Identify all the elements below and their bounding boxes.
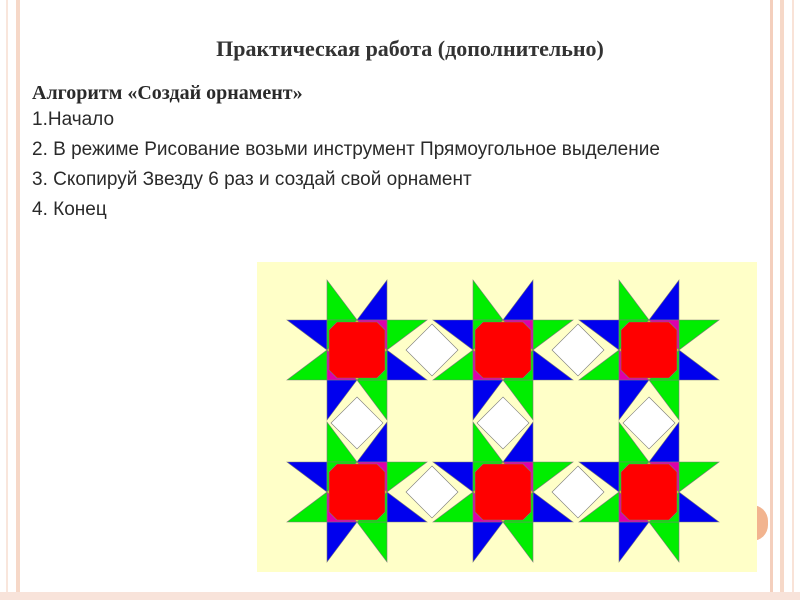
step-3: 3. Скопируй Звезду 6 раз и создай свой орнамент xyxy=(32,169,472,190)
right-border-line xyxy=(770,0,773,600)
star-3-red-center xyxy=(621,322,677,378)
left-border-line xyxy=(16,0,20,600)
star-5-red-center xyxy=(475,464,531,520)
star-6-red-center xyxy=(621,464,677,520)
star-ornament xyxy=(257,262,757,580)
algorithm-heading: Алгоритм «Создай орнамент» xyxy=(32,82,303,104)
star-4-red-center xyxy=(329,464,385,520)
bottom-border xyxy=(0,592,800,600)
right-border-line-wide xyxy=(780,0,784,600)
right-border-line-thin xyxy=(792,0,794,600)
algorithm-block xyxy=(32,82,752,227)
slide-title: Практическая работа (дополнительно) xyxy=(216,36,604,61)
left-border-line-thin xyxy=(6,0,8,600)
step-2: 2. В режиме Рисование возьми инструмент Прямоугольное выделение xyxy=(32,139,660,160)
star-1-red-center xyxy=(329,322,385,378)
step-4: 4. Конец xyxy=(32,199,107,220)
step-1: 1.Начало xyxy=(32,109,115,130)
star-2-red-center xyxy=(475,322,531,378)
